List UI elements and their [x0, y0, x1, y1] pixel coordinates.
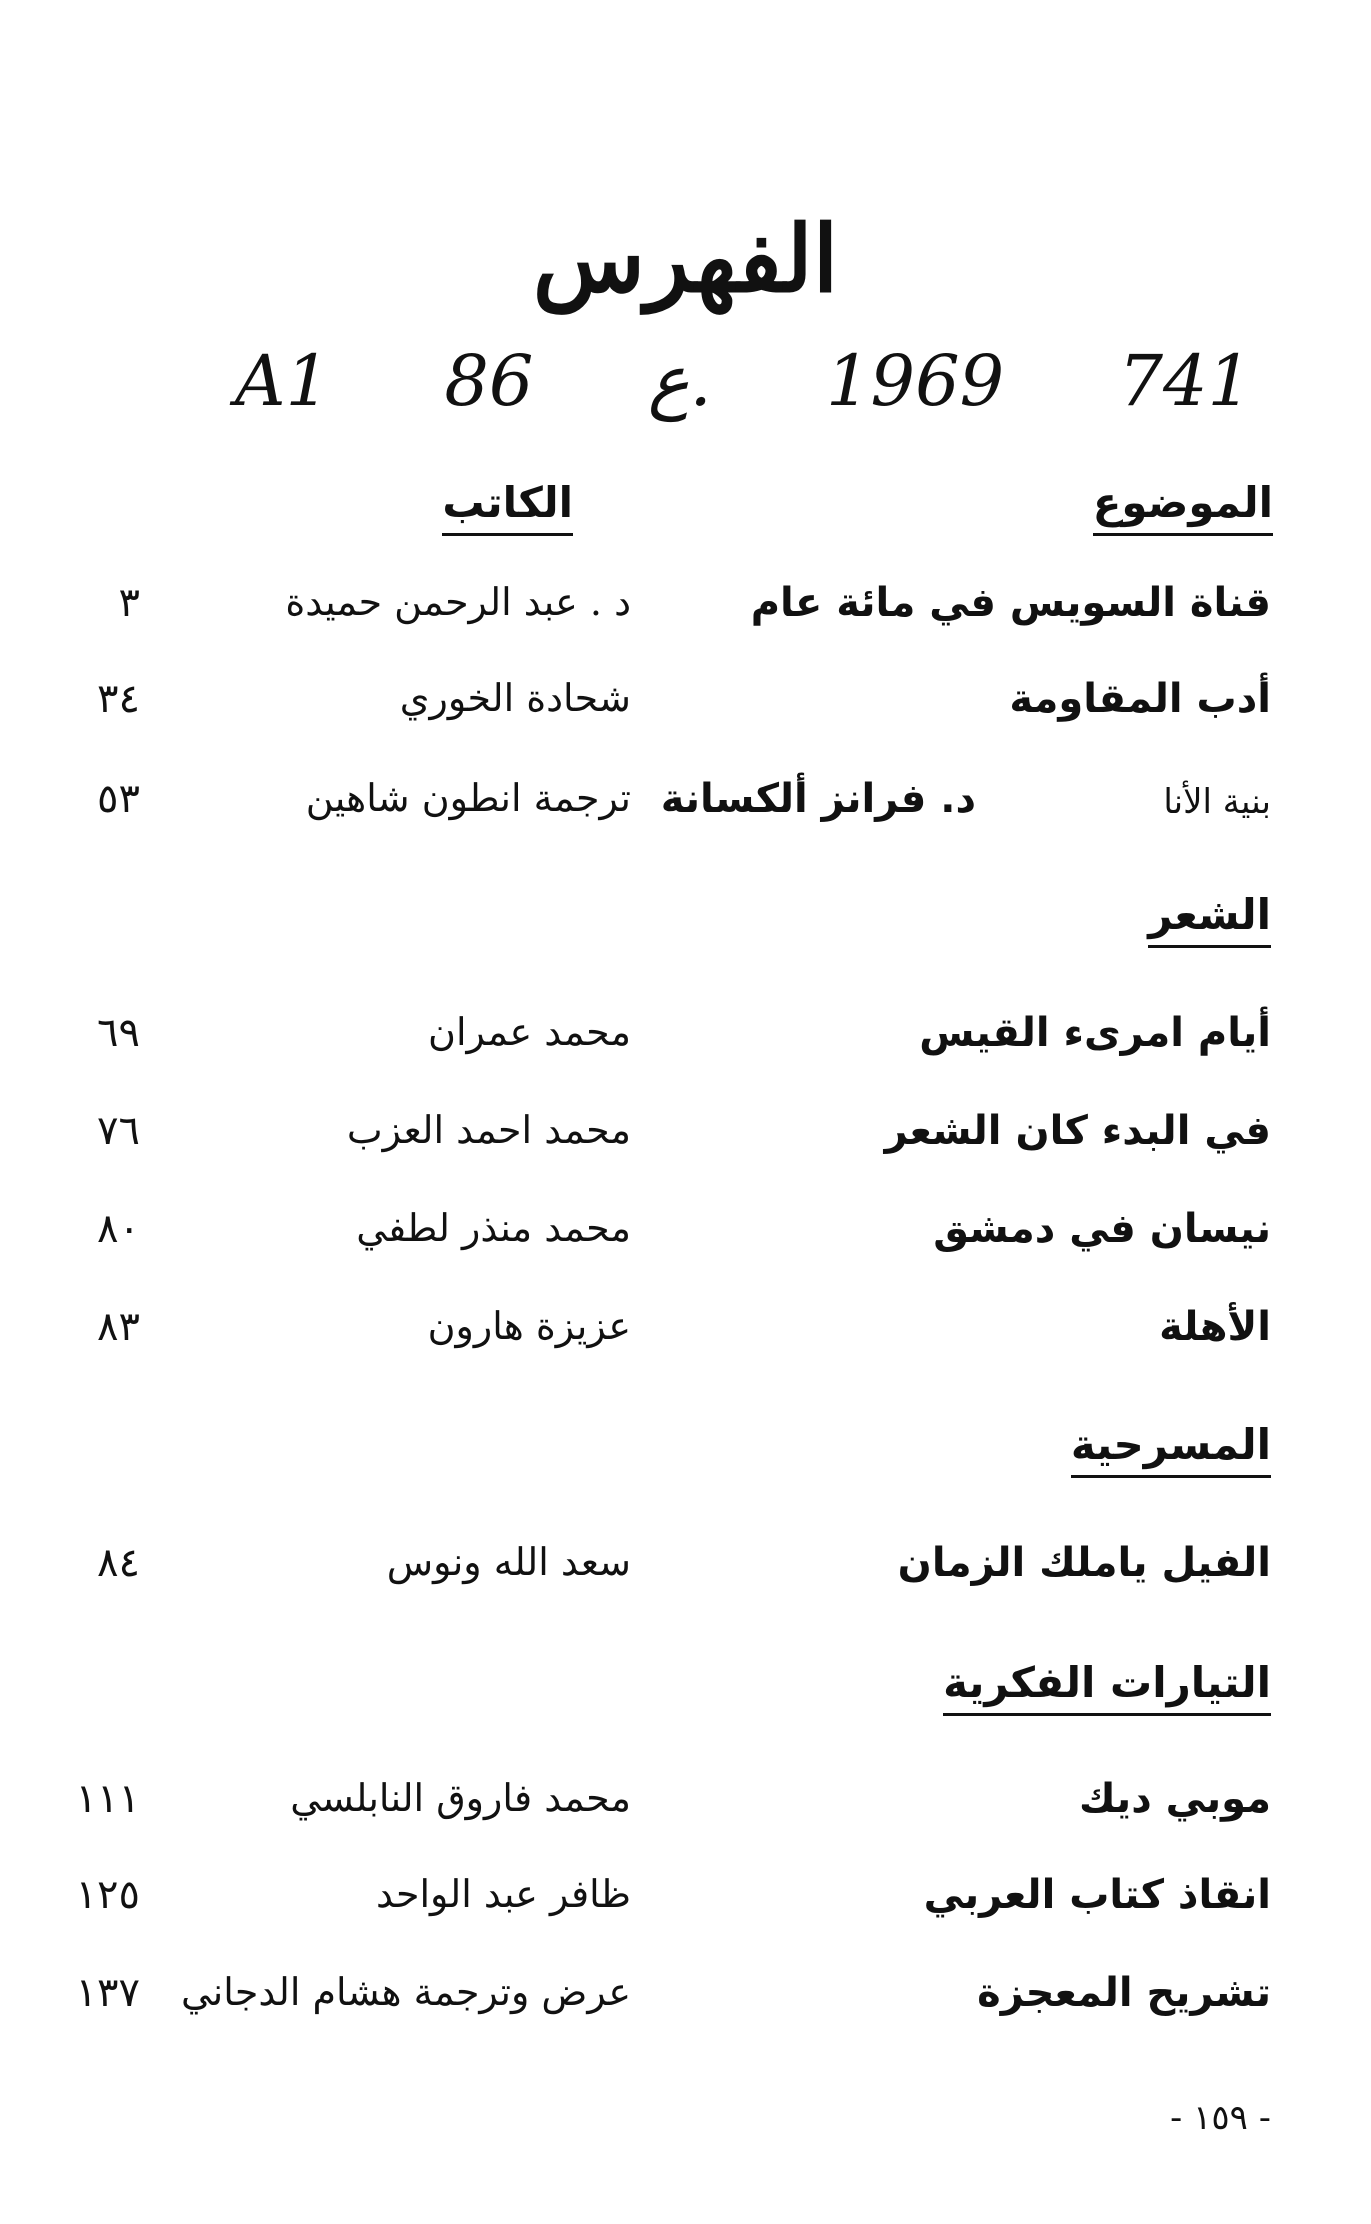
topic-title: تشريح المعجزة — [977, 1970, 1271, 2016]
handnote-part: A1 — [235, 340, 331, 422]
topic-column-header: الموضوع — [1093, 478, 1273, 536]
toc-row — [0, 1872, 1371, 1942]
section-heading: الشعر — [1148, 890, 1271, 948]
toc-row — [0, 1010, 1371, 1080]
topic-title: قناة السويس في مائة عام — [750, 580, 1271, 626]
page-number: ٨٤ — [97, 1540, 140, 1586]
topic-title: بنية الأنا — [1163, 782, 1271, 822]
page-number: ٥٣ — [97, 776, 140, 822]
author-column-header: الكاتب — [442, 478, 573, 536]
handwritten-catalog-note — [235, 340, 1295, 422]
toc-row — [0, 1108, 1371, 1178]
author-name: محمد احمد العزب — [346, 1108, 631, 1152]
page-number: ٨٣ — [97, 1304, 140, 1350]
page-number: ١٢٥ — [75, 1872, 140, 1918]
handnote-part: 741 — [1118, 340, 1253, 422]
toc-row — [0, 1970, 1371, 2040]
author-name: د . عبد الرحمن حميدة — [285, 580, 631, 624]
page-number: ٧٦ — [97, 1108, 140, 1154]
page-number: ٦٩ — [97, 1010, 140, 1056]
toc-row — [0, 1304, 1371, 1374]
topic-title: أدب المقاومة — [1009, 676, 1271, 722]
section-heading: المسرحية — [1071, 1420, 1271, 1478]
toc-row — [0, 1776, 1371, 1846]
topic-title: في البدء كان الشعر — [884, 1108, 1271, 1154]
author-name: ترجمة انطون شاهين — [305, 776, 631, 820]
topic-author: د. فرانز ألكسانة — [660, 776, 976, 822]
page-number: ٣٤ — [97, 676, 140, 722]
topic-title: نيسان في دمشق — [933, 1206, 1271, 1252]
page-title: الفهرس — [532, 205, 839, 313]
author-name: سعد الله ونوس — [386, 1540, 631, 1584]
page-number: ١٣٧ — [75, 1970, 140, 2016]
toc-row — [0, 580, 1371, 650]
page-folio: - ١٥٩ - — [1170, 2098, 1271, 2138]
handnote-part: 86 — [444, 340, 534, 422]
toc-row — [0, 1206, 1371, 1276]
section-heading: التيارات الفكرية — [943, 1658, 1271, 1716]
author-name: محمد عمران — [428, 1010, 631, 1054]
page-number: ٣ — [118, 580, 140, 626]
page-number: ١١١ — [75, 1776, 140, 1822]
topic-title: الفيل ياملك الزمان — [897, 1540, 1271, 1586]
toc-row — [0, 676, 1371, 746]
author-name: عزيزة هارون — [427, 1304, 631, 1348]
author-name: محمد منذر لطفي — [356, 1206, 631, 1250]
author-name: شحادة الخوري — [399, 676, 631, 720]
topic-title: انقاذ كتاب العربي — [923, 1872, 1271, 1918]
page-number: ٨٠ — [97, 1206, 140, 1252]
handnote-part: ع. — [647, 340, 712, 422]
topic-title: أيام امرىء القيس — [919, 1010, 1271, 1056]
topic-title: موبي ديك — [1078, 1776, 1271, 1822]
author-name: ظافر عبد الواحد — [376, 1872, 631, 1916]
topic-title: الأهلة — [1159, 1304, 1271, 1350]
author-name: عرض وترجمة هشام الدجاني — [181, 1970, 631, 2014]
toc-row — [0, 776, 1371, 846]
handnote-part: 1969 — [826, 340, 1005, 422]
author-name: محمد فاروق النابلسي — [290, 1776, 631, 1820]
toc-row — [0, 1540, 1371, 1610]
